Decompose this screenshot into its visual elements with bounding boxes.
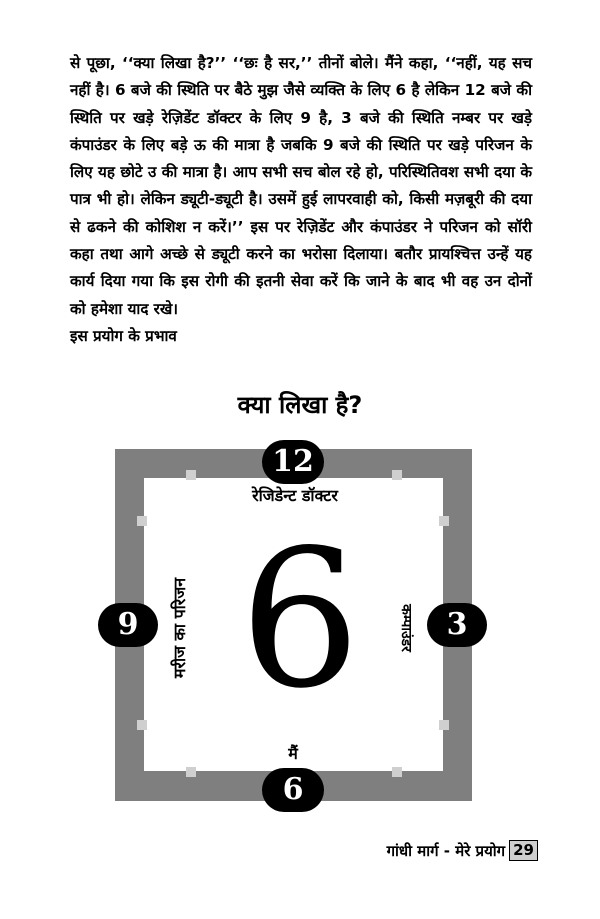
label-me: मैं	[288, 744, 298, 763]
frame-handle	[439, 720, 449, 730]
label-compounder: कम्पाउंडर	[398, 604, 414, 652]
clock-position-9: 9	[98, 603, 158, 647]
running-title: गांधी मार्ग - मेरे प्रयोग	[386, 841, 506, 860]
frame-handle	[137, 720, 147, 730]
section-subheading: इस प्रयोग के प्रभाव	[70, 326, 177, 345]
label-patient-relative: मरीज का परिजन	[170, 577, 189, 679]
clock-position-6: 6	[262, 768, 324, 812]
frame-handle	[186, 470, 196, 480]
frame-handle	[186, 767, 196, 777]
center-digit: 6	[239, 509, 361, 730]
body-paragraph: से पूछा, ‘‘क्या लिखा है?’’ ‘‘छः है सर,’’ तीनों बोले। मैंने कहा, ‘‘नहीं, यह सच नहीं है। 6 बजे की स्थिति पर बैठे मुझ जैसे व्यक्ति के लिए 6 है लेकिन 12 बजे की स्थिति पर खड़े रेज़िडेंट डॉक्टर के लिए 9 है, 3 बजे की स्थिति नम्बर पर खड़े कंपाउंडर के लिए बड़े ऊ की मात्रा है जबकि 9 बजे की स्थिति पर खड़े परिजन के लिए यह छोटे उ की मात्रा है। आप सभी सच बोल रहे हो, परिस्थितिवश सभी दया के पात्र भी हो। लेकिन ड्यूटी-ड्यूटी है। उसमें हुई लापरवाही को, किसी मज़बूरी की दया से ढकने की कोशिश न करें।’’ इस पर रेज़िडेंट और कंपाउंडर ने परिजन को सॉरी कहा तथा आगे अच्छे से ड्यूटी करने का भरोसा दिलाया। बतौर प्रायश्चित्त उन्हें यह कार्य दिया गया कि इस रोगी की इतनी सेवा करें कि जाने के बाद भी वह उन दोनों को हमेशा याद रखे।	[70, 54, 532, 318]
frame-handle	[137, 516, 147, 526]
clock-position-12: 12	[262, 440, 324, 484]
frame-handle	[392, 767, 402, 777]
frame-handle	[439, 516, 449, 526]
label-resident-doctor: रेजिडेन्ट डॉक्टर	[252, 486, 338, 505]
clock-position-3: 3	[427, 603, 487, 647]
body-text	[70, 50, 532, 350]
figure-title: क्या लिखा है?	[237, 391, 363, 419]
frame-handle	[392, 470, 402, 480]
page-footer	[387, 840, 538, 861]
page-number: 29	[509, 840, 538, 861]
